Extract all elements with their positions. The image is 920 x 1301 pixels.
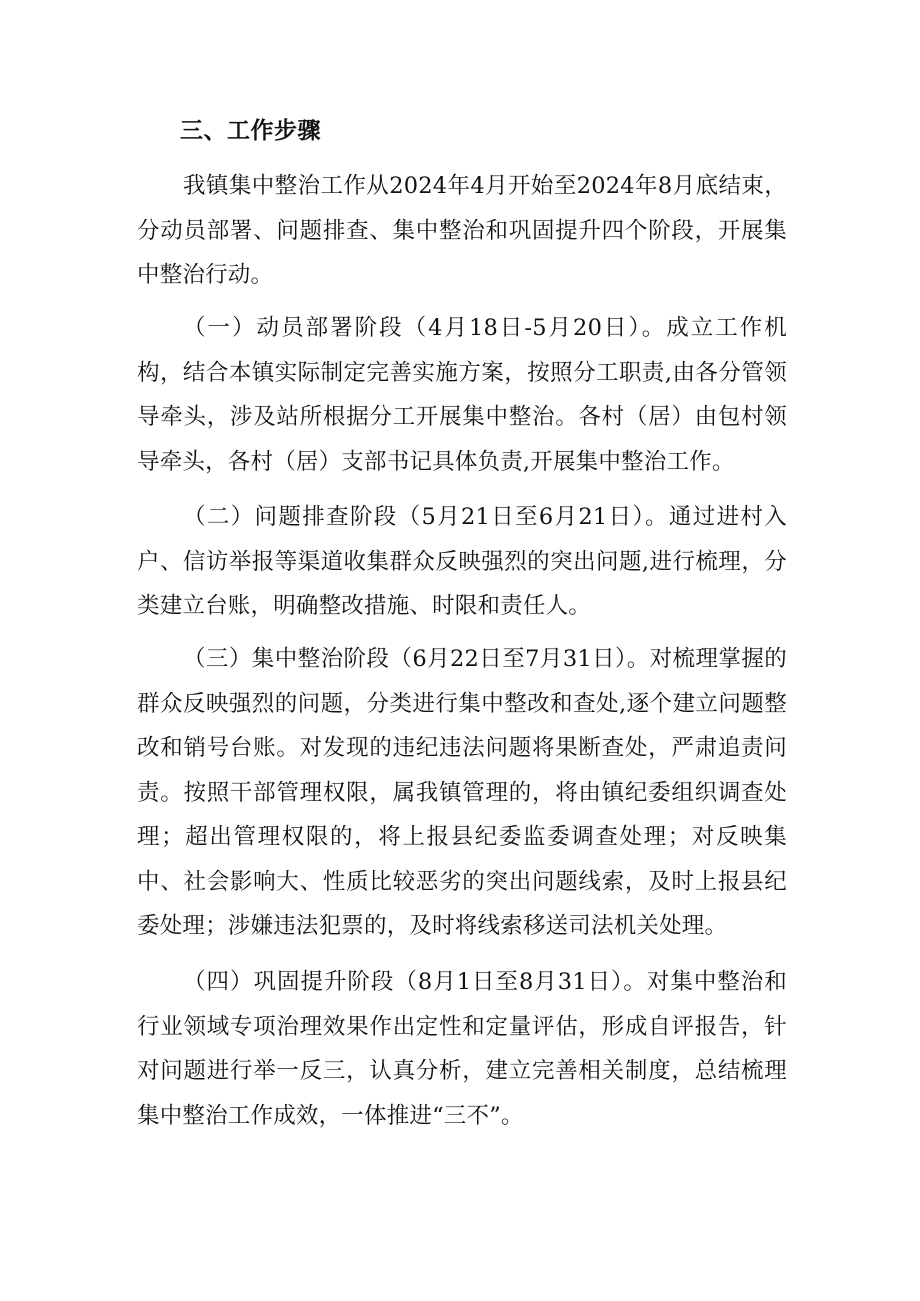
paragraph-stage-mobilization: （一）动员部署阶段（4月18日-5月20日）。成立工作机构，结合本镇实际制定完善实施方案，按照分工职责,由各分管领导牵头，涉及站所根据分工开展集中整治。各村（居）由包村领导牵头，各村（居）支部书记具体负责,开展集中整治工作。 — [137, 315, 787, 475]
paragraph-overview: 我镇集中整治工作从2024年4月开始至2024年8月底结束，分动员部署、问题排查、集中整治和巩固提升四个阶段，开展集中整治行动。 — [137, 173, 787, 288]
paragraph-stage-rectification: （三）集中整治阶段（6月22日至7月31日）。对梳理掌握的群众反映强烈的问题，分类进行集中整改和查处,逐个建立问题整改和销号台账。对发现的违纪违法问题将果断查处，严肃追责问责。按照干部管理权限，属我镇管理的，将由镇纪委组织调查处理；超出管理权限的，将上报县纪委监委调查处理；对反映集中、社会影响大、性质比较恶劣的突出问题线索，及时上报县纪委处理；涉嫌违法犯票的，及时将线索移送司法机关处理。 — [137, 646, 787, 939]
paragraph-stage-consolidation: （四）巩固提升阶段（8月1日至8月31日）。对集中整治和行业领域专项治理效果作出定性和定量评估，形成自评报告，针对问题进行举一反三，认真分析，建立完善相关制度，总结梳理集中整治工作成效，一体推进“三不”。 — [137, 969, 787, 1129]
paragraph-stage-investigation: （二）问题排查阶段（5月21日至6月21日）。通过进村入户、信访举报等渠道收集群众反映强烈的突出问题,进行梳理，分类建立台账，明确整改措施、时限和责任人。 — [137, 504, 787, 619]
section-heading: 三、工作步骤 — [180, 118, 321, 144]
